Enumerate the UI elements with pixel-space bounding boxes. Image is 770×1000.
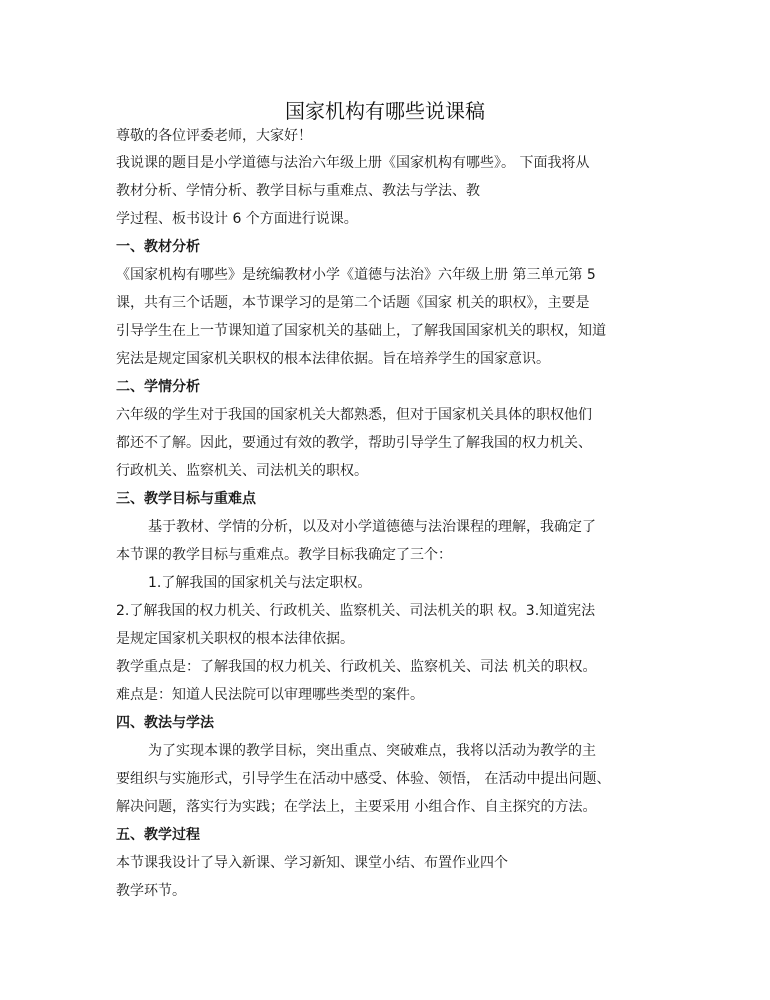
paragraph-line: 解决问题，落实行为实践；在学法上，主要采用 小组合作、自主探究的方法。 [116, 799, 597, 815]
section-heading-objectives: 三、教学目标与重难点 [116, 491, 256, 507]
key-point-line: 教学重点是：了解我国的权力机关、行政机关、监察机关、司法 机关的职权。 [116, 659, 597, 675]
paragraph-line: 宪法是规定国家机关职权的根本法律依据。旨在培养学生的国家意识。 [116, 351, 550, 367]
paragraph-line: 课，共有三个话题，本节课学习的是第二个话题《国家 机关的职权》，主要是 [116, 295, 590, 311]
document-title: 国家机构有哪些说课稿 [285, 99, 485, 123]
paragraph-line: 为了实现本课的教学目标，突出重点、突破难点，我将以活动为教学的主 [148, 743, 596, 759]
paragraph-line: 基于教材、学情的分析，以及对小学道德德与法治课程的理解，我确定了 [148, 519, 596, 535]
paragraph-line: 要组织与实施形式，引导学生在活动中感受、体验、领悟， 在活动中提出问题、 [116, 771, 611, 787]
paragraph-line: 《国家机构有哪些》是统编教材小学《道德与法治》六年级上册 第三单元第 5 [116, 267, 596, 283]
paragraph-line: 行政机关、监察机关、司法机关的职权。 [116, 463, 368, 479]
intro-line: 我说课的题目是小学道德与法治六年级上册《国家机构有哪些》。 下面我将从 [116, 155, 590, 171]
section-heading-process: 五、教学过程 [116, 827, 200, 843]
paragraph-line: 是规定国家机关职权的根本法律依据。 [116, 631, 354, 647]
greeting-line: 尊敬的各位评委老师，大家好！ [116, 128, 312, 144]
objective-item: 1.了解我国的国家机关与法定职权。 [148, 575, 372, 591]
section-heading-textbook: 一、教材分析 [116, 239, 200, 255]
intro-line: 教材分析、学情分析、教学目标与重难点、教法与学法、教 [116, 183, 480, 199]
difficult-point-line: 难点是：知道人民法院可以审理哪些类型的案件。 [116, 687, 424, 703]
paragraph-line: 六年级的学生对于我国的国家机关大都熟悉，但对于国家机关具体的职权他们 [116, 407, 592, 423]
paragraph-line: 教学环节。 [116, 883, 186, 899]
section-heading-methods: 四、教法与学法 [116, 715, 214, 731]
paragraph-line: 本节课我设计了导入新课、学习新知、课堂小结、布置作业四个 [116, 855, 508, 871]
paragraph-line: 本节课的教学目标与重难点。教学目标我确定了三个： [116, 547, 452, 563]
objective-item: 2.了解我国的权力机关、行政机关、监察机关、司法机关的职 权。3.知道宪法 [116, 603, 596, 619]
section-heading-students: 二、学情分析 [116, 379, 200, 395]
paragraph-line: 都还不了解。因此，要通过有效的教学，帮助引导学生了解我国的权力机关、 [116, 435, 592, 451]
paragraph-line: 引导学生在上一节课知道了国家机关的基础上，了解我国国家机关的职权，知道 [116, 323, 606, 339]
intro-line: 学过程、板书设计 6 个方面进行说课。 [116, 211, 358, 227]
